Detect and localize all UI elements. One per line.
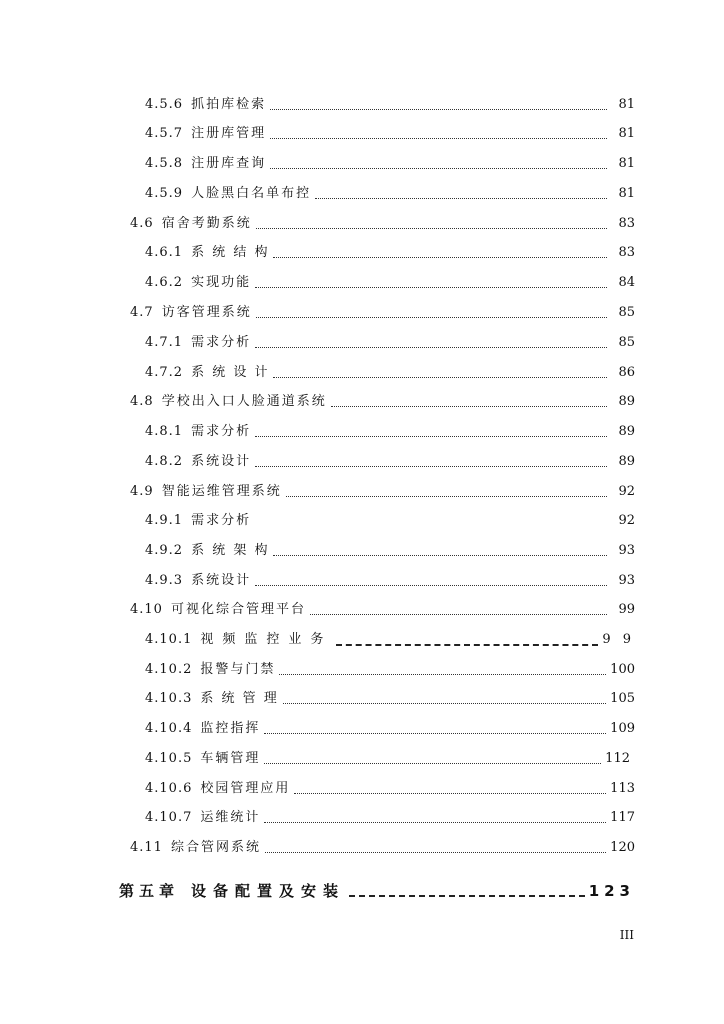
toc-entry-number: 4.9.2 [145,543,184,558]
dot-leader [270,138,607,139]
dot-leader [256,317,607,318]
toc-entry-page: 9 9 [602,632,635,647]
dot-leader [265,852,606,853]
dot-leader [264,822,606,823]
toc-entry-page: 81 [618,156,635,171]
toc-entry-number: 4.10.5 [145,751,193,766]
toc-entry[interactable] [145,454,635,470]
toc-entry-page: 93 [618,573,635,588]
toc-entry-page: 86 [618,365,635,380]
toc-entry-number: 4.10.6 [145,781,193,796]
toc-entry-page: 89 [618,394,635,409]
toc-entry-title: 需求分析 [191,335,252,350]
toc-entry-title: 系统设计 [191,454,252,469]
toc-entry-title: 学校出入口人脸通道系统 [161,394,327,409]
toc-entry-page: 109 [610,721,635,736]
toc-entry-number: 4.10.2 [145,662,193,677]
toc-entry-page: 83 [618,245,635,260]
toc-entry-number: 4.10.4 [145,721,193,736]
dot-leader [315,198,607,199]
toc-entry-page: 89 [618,424,635,439]
dot-leader [264,763,601,764]
toc-entry-page: 81 [618,126,635,141]
toc-entry[interactable] [130,394,635,410]
toc-entry[interactable] [145,126,635,142]
toc-entry-number: 4.6.2 [145,275,184,290]
toc-entry-title: 实现功能 [191,275,252,290]
toc-entry[interactable] [145,186,635,202]
toc-entry[interactable] [130,484,635,500]
toc-entry[interactable] [145,632,635,648]
toc-entry-number: 4.11 [130,840,163,855]
toc-entry[interactable] [145,691,635,707]
toc-entry[interactable] [145,97,635,113]
toc-entry-page: 120 [610,840,635,855]
dot-leader [264,733,606,734]
toc-entry-title: 注册库查询 [191,156,267,171]
toc-entry-title: 智能运维管理系统 [161,484,282,499]
dot-leader [273,257,607,258]
chapter-page: 123 [588,882,635,900]
dot-leader [255,436,607,437]
toc-entry-title: 车辆管理 [200,751,261,766]
toc-entry-title: 系 统 设 计 [191,365,270,380]
toc-entry-title: 系统设计 [191,573,252,588]
toc-entry-title: 报警与门禁 [200,662,276,677]
toc-entry-title: 综合管网系统 [170,840,261,855]
toc-entry-title: 系 统 结 构 [191,245,270,260]
toc-entry[interactable] [145,156,635,172]
toc-entry-number: 4.8.1 [145,424,184,439]
toc-entry-title: 系 统 管 理 [200,691,279,706]
toc-entry[interactable] [145,275,635,291]
dot-leader [270,109,607,110]
toc-entry-title: 系 统 架 构 [191,543,270,558]
toc-entry-title: 可视化综合管理平台 [170,602,306,617]
toc-entry[interactable] [130,602,635,618]
toc-entry[interactable] [130,216,635,232]
toc-entry[interactable] [145,245,635,261]
toc-entry[interactable] [130,305,635,321]
toc-entry[interactable] [145,513,635,529]
toc-entry-page: 100 [610,662,635,677]
toc-entry[interactable] [145,781,635,797]
dot-leader [256,228,607,229]
toc-entry-page: 92 [618,513,635,528]
toc-entry-number: 4.7.1 [145,335,184,350]
toc-entry[interactable] [145,810,635,826]
dot-leader [331,406,607,407]
dot-leader [286,496,607,497]
toc-entry-number: 4.10.3 [145,691,193,706]
toc-entry[interactable] [145,424,635,440]
toc-entry-number: 4.10.7 [145,810,193,825]
toc-entry[interactable] [145,365,635,381]
page-number-footer: III [619,928,634,942]
toc-entry-number: 4.9 [130,484,154,499]
dot-leader [273,377,607,378]
dot-leader [283,703,606,704]
toc-entry-title: 人脸黑白名单布控 [191,186,312,201]
dot-leader [255,287,607,288]
toc-entry-page: 89 [618,454,635,469]
toc-entry-title: 监控指挥 [200,721,261,736]
toc-entry-page: 92 [618,484,635,499]
toc-entry[interactable] [130,840,635,856]
toc-entry-number: 4.10 [130,602,163,617]
toc-entry-number: 4.5.7 [145,126,184,141]
toc-entry[interactable] [145,335,635,351]
dot-leader [279,674,606,675]
toc-entry-page: 84 [618,275,635,290]
toc-entry-page: 113 [610,781,635,796]
toc-entry-title: 运维统计 [200,810,261,825]
dash-leader [336,644,598,646]
toc-entry-page: 83 [618,216,635,231]
dot-leader [255,347,607,348]
toc-entry-page: 99 [618,602,635,617]
toc-entry-number: 4.8 [130,394,154,409]
toc-entry-number: 4.5.9 [145,186,184,201]
chapter-title: 设备配置及安装 [191,882,346,900]
toc-entry-title: 宿舍考勤系统 [161,216,252,231]
toc-entry[interactable] [145,751,630,767]
toc-entry-page: 105 [610,691,635,706]
dot-leader [255,585,607,586]
chapter-label: 第五章 [119,882,180,900]
toc-entry-title: 视频监控业务 [200,632,333,647]
toc-entry-number: 4.9.3 [145,573,184,588]
toc-entry-page: 112 [605,751,630,766]
toc-entry-title: 需求分析 [191,424,252,439]
toc-entry-title: 抓拍库检索 [191,97,267,112]
dot-leader [270,168,607,169]
toc-entry-page: 117 [610,810,635,825]
dot-leader [273,555,607,556]
toc-entry[interactable] [145,543,635,559]
toc-entry-number: 4.6.1 [145,245,184,260]
dot-leader [310,614,607,615]
toc-entry-number: 4.6 [130,216,154,231]
toc-entry[interactable] [145,721,635,737]
toc-entry-page: 93 [618,543,635,558]
toc-entry-page: 85 [618,305,635,320]
toc-entry-title: 注册库管理 [191,126,267,141]
toc-entry-page: 85 [618,335,635,350]
toc-entry-number: 4.8.2 [145,454,184,469]
toc-entry[interactable] [145,573,635,589]
dot-leader [294,793,606,794]
toc-chapter-entry[interactable] [119,880,635,901]
toc-entry-title: 需求分析 [191,513,252,528]
toc-entry-number: 4.9.1 [145,513,184,528]
toc-entry-number: 4.7 [130,305,154,320]
toc-entry-title: 校园管理应用 [200,781,291,796]
toc-entry-number: 4.7.2 [145,365,184,380]
toc-entry-page: 81 [618,97,635,112]
toc-entry-number: 4.5.8 [145,156,184,171]
dash-leader [349,895,585,897]
toc-entry-page: 81 [618,186,635,201]
toc-entry-number: 4.10.1 [145,632,193,647]
dot-leader [255,466,607,467]
toc-entry-number: 4.5.6 [145,97,184,112]
toc-entry-title: 访客管理系统 [161,305,252,320]
toc-entry[interactable] [145,662,635,678]
